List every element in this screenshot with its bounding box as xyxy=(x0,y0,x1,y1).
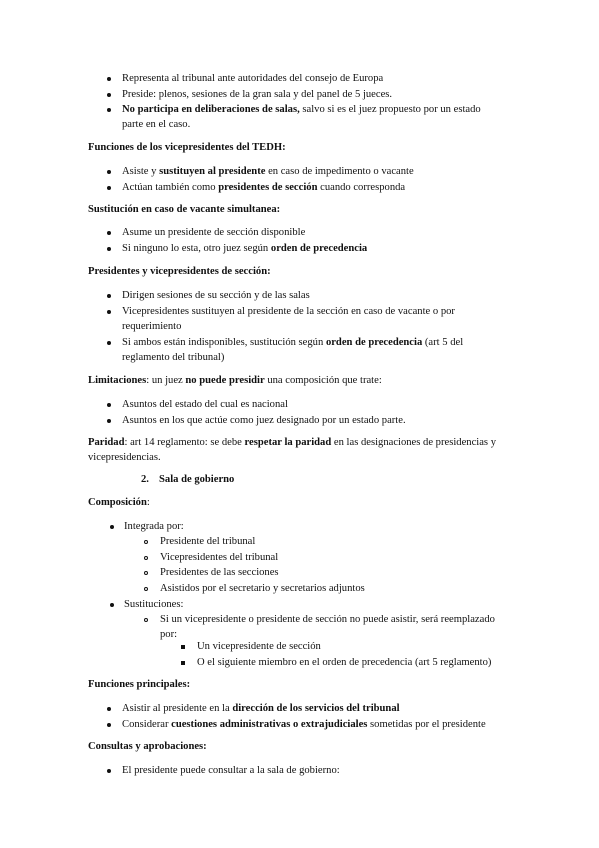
bullet xyxy=(107,707,111,711)
bold-text: sustituyen al presidente xyxy=(159,166,266,177)
section-number: 2. xyxy=(141,474,149,485)
sub-bullet xyxy=(144,571,148,575)
text: Actúan también como xyxy=(122,182,219,193)
text: en las designaciones de presidencias y xyxy=(331,437,496,448)
sub-bullet xyxy=(144,618,148,622)
bullet xyxy=(107,186,111,190)
bullet xyxy=(107,294,111,298)
list-item xyxy=(122,718,486,732)
text: : art 14 reglamento: se debe xyxy=(124,437,245,448)
text: cuando corresponda xyxy=(317,182,406,193)
bold-text: Composición xyxy=(88,497,147,508)
list-item-continuation: parte en el caso. xyxy=(122,119,191,130)
list-item: Representa al tribunal ante autoridades del consejo de Europa xyxy=(122,73,384,84)
list-item: Preside: plenos, sesiones de la gran sala y del panel de 5 jueces. xyxy=(122,89,393,100)
text: : un juez xyxy=(146,375,186,386)
bold-text: orden de precedencia xyxy=(270,243,368,254)
bullet xyxy=(107,170,111,174)
section-title: Sala de gobierno xyxy=(159,474,235,485)
list-item: El presidente puede consultar a la sala de gobierno: xyxy=(122,765,340,776)
section-heading: Funciones principales: xyxy=(88,679,191,690)
bold-text: Limitaciones xyxy=(88,375,147,386)
text: Considerar xyxy=(122,719,172,730)
paragraph xyxy=(88,436,496,450)
paragraph xyxy=(88,374,382,388)
paragraph-continuation: vicepresidencias. xyxy=(88,452,161,463)
bold-text: Paridad xyxy=(88,437,125,448)
sub-sub-bullet xyxy=(181,661,185,665)
text: Asiste y xyxy=(122,166,160,177)
bullet xyxy=(107,419,111,423)
list-item: Asume un presidente de sección disponible xyxy=(122,227,306,238)
sub-bullet xyxy=(144,540,148,544)
bullet xyxy=(110,603,114,607)
sub-list-item: Presidentes de las secciones xyxy=(160,567,279,578)
text: Si ambos están indisponibles, sustitución según xyxy=(122,337,326,348)
text: en caso de impedimento o vacante xyxy=(265,166,414,177)
bullet xyxy=(107,247,111,251)
bold-text: orden de precedencia xyxy=(325,337,423,348)
list-item: Dirigen sesiones de su sección y de las salas xyxy=(122,290,310,301)
bullet xyxy=(107,77,111,81)
bullet xyxy=(107,231,111,235)
list-item xyxy=(122,103,481,117)
sub-list-item: Presidente del tribunal xyxy=(160,536,256,547)
list-item xyxy=(122,242,367,256)
bold-text: no puede presidir xyxy=(185,375,265,386)
text: sometidas por el presidente xyxy=(367,719,486,730)
sub-sub-list-item: O el siguiente miembro en el orden de precedencia (art 5 reglamento) xyxy=(197,657,492,668)
section-heading: Consultas y aprobaciones: xyxy=(88,741,207,752)
section-heading: Presidentes y vicepresidentes de sección: xyxy=(88,266,271,277)
bullet xyxy=(107,310,111,314)
sub-sub-bullet xyxy=(181,645,185,649)
bullet xyxy=(107,108,111,112)
list-item: Sustituciones: xyxy=(124,599,184,610)
section-heading: Funciones de los vicepresidentes del TEDH: xyxy=(88,142,286,153)
bullet xyxy=(107,723,111,727)
bullet xyxy=(107,403,111,407)
list-item: Vicepresidentes sustituyen al presidente de la sección en caso de vacante o por xyxy=(122,306,455,317)
bullet xyxy=(107,93,111,97)
bold-text: No participa en deliberaciones de salas, xyxy=(122,104,300,115)
sub-bullet xyxy=(144,556,148,560)
sub-bullet xyxy=(144,587,148,591)
sub-sub-list-item: Un vicepresidente de sección xyxy=(197,641,321,652)
list-item: Asuntos en los que actúe como juez designado por un estado parte. xyxy=(122,415,406,426)
bold-text: dirección de los servicios del tribunal xyxy=(232,703,400,714)
text: una composición que trate: xyxy=(264,375,382,386)
list-item-continuation: requerimiento xyxy=(122,321,182,332)
bullet xyxy=(107,769,111,773)
list-item-continuation: reglamento del tribunal) xyxy=(122,352,225,363)
bold-text: presidentes de sección xyxy=(218,182,318,193)
list-item: Asuntos del estado del cual es nacional xyxy=(122,399,288,410)
bold-text: cuestiones administrativas o extrajudiciales xyxy=(171,719,368,730)
list-item: Integrada por: xyxy=(124,521,184,532)
sub-list-item: Asistidos por el secretario y secretarios adjuntos xyxy=(160,583,365,594)
paragraph xyxy=(88,496,150,510)
bullet xyxy=(110,525,114,529)
list-item xyxy=(122,181,405,195)
sub-list-item: Si un vicepresidente o presidente de sección no puede asistir, será reemplazado xyxy=(160,614,495,625)
text: : xyxy=(146,497,150,508)
sub-list-item: Vicepresidentes del tribunal xyxy=(160,552,279,563)
text: Asistir al presidente en la xyxy=(122,703,233,714)
text: salvo si es el juez propuesto por un estado xyxy=(299,104,481,115)
text: Si ninguno lo esta, otro juez según xyxy=(122,243,271,254)
list-item xyxy=(122,165,414,179)
section-heading: Sustitución en caso de vacante simultanea: xyxy=(88,204,281,215)
sub-list-item-continuation: por: xyxy=(160,629,178,640)
text: (art 5 del xyxy=(422,337,464,348)
list-item xyxy=(122,702,400,716)
bullet xyxy=(107,341,111,345)
list-item xyxy=(122,336,463,350)
bold-text: respetar la paridad xyxy=(244,437,332,448)
